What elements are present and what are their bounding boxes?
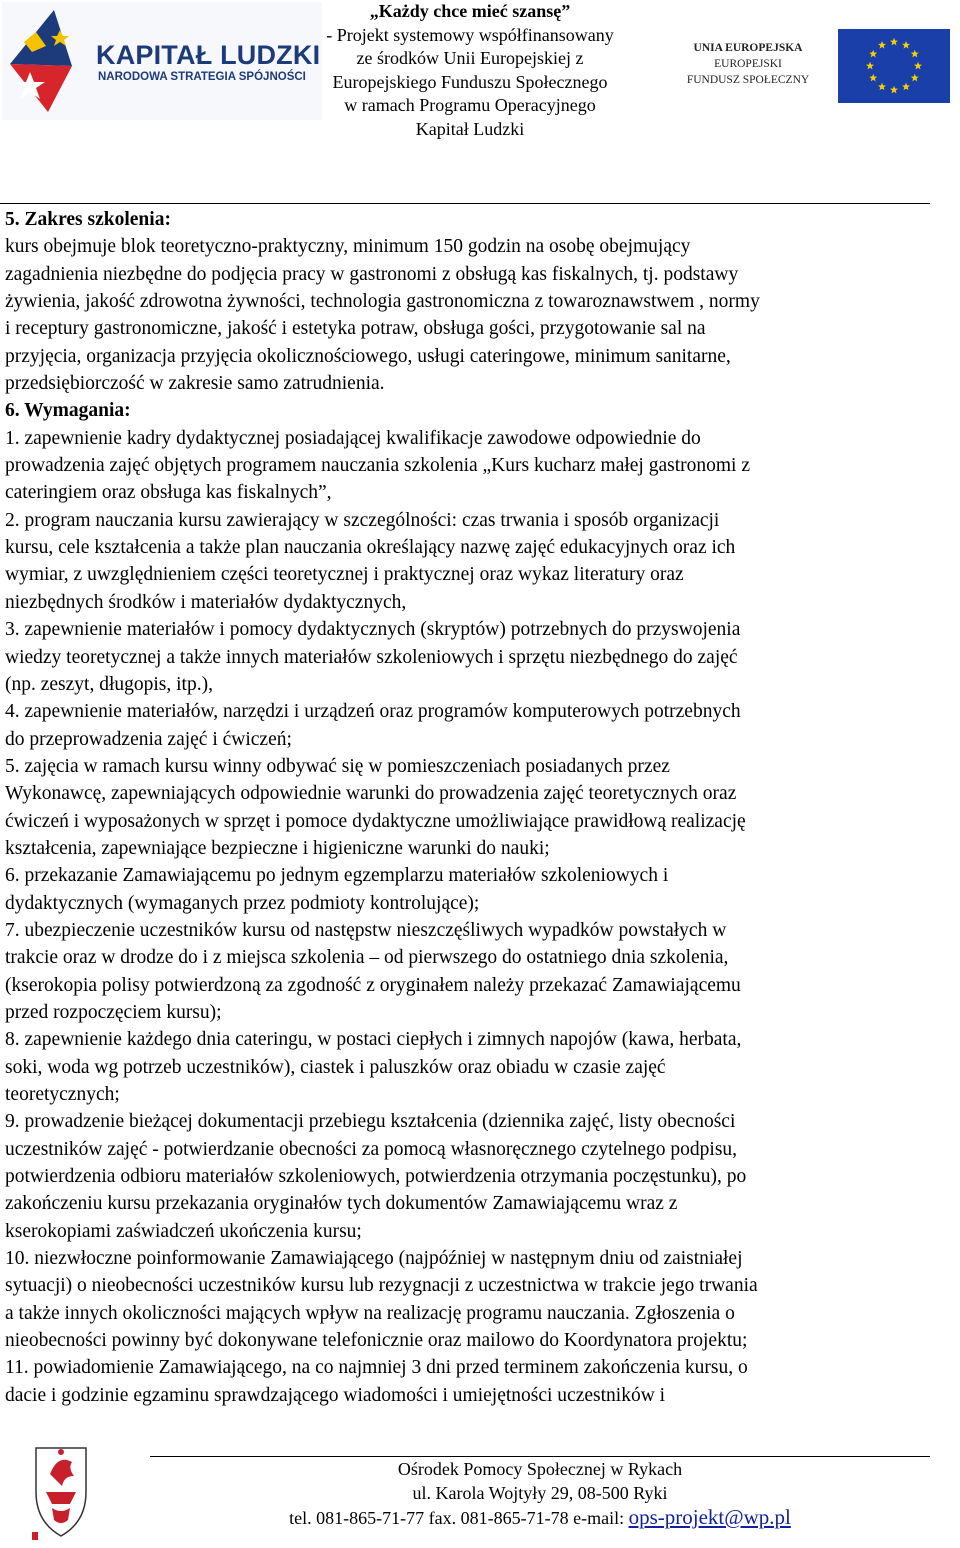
- body-line: zagadnienia niezbędne do podjęcia pracy w gastronomi z obsługą kas fiskalnych, tj. podstawy: [5, 263, 739, 285]
- body-line: wiedzy teoretycznej a także innych materiałów szkoleniowych i sprzętu niezbędnego do zajęć: [5, 646, 738, 668]
- body-line: soki, woda wg potrzeb uczestników), ciastek i paluszków oraz obiadu w czasie zajęć: [5, 1056, 666, 1078]
- eu-label-line: EUROPEJSKI: [714, 58, 782, 70]
- eu-label: [678, 40, 818, 88]
- email-link[interactable]: ops-projekt@wp.pl: [628, 1505, 791, 1529]
- footer-contact-text: tel. 081-865-71-77 fax. 081-865-71-78 e-mail:: [289, 1508, 629, 1528]
- body-line: niezbędnych środków i materiałów dydaktycznych,: [5, 591, 407, 613]
- body-line: a także innych okoliczności mających wpływ na realizację programu nauczania. Zgłoszenia o: [5, 1302, 735, 1324]
- footer-org: Ośrodek Pomocy Społecznej w Rykach: [397, 1459, 683, 1479]
- logo-title: KAPITAŁ LUDZKI: [96, 40, 321, 70]
- body-line: potwierdzenia odbioru materiałów szkoleniowych, potwierdzenia otrzymania poczęstunku), po: [5, 1166, 747, 1188]
- body-line: dydaktycznych (wymaganych przez podmioty kontrolujące);: [5, 892, 480, 914]
- body-line: 7. ubezpieczenie uczestników kursu od następstw nieszczęśliwych wypadków powstałych w: [5, 919, 727, 941]
- body-line: uczestników zajęć - potwierdzanie obecności za pomocą własnoręcznego czytelnego podpisu,: [5, 1138, 738, 1160]
- body-line: przed rozpoczęciem kursu);: [5, 1001, 222, 1023]
- body-line: żywienia, jakość zdrowotna żywności, technologia gastronomiczna z towaroznawstwem , normy: [5, 291, 760, 313]
- body-line: do przeprowadzenia zajęć i ćwiczeń;: [5, 728, 292, 750]
- body-line: zakończeniu kursu przekazania oryginałów tych dokumentów Zamawiającemu wraz z: [5, 1193, 678, 1215]
- body-line: przyjęcia, organizacja przyjęcia okolicznościowego, usługi cateringowe, minimum sanitarne,: [5, 345, 731, 367]
- logo-subtitle: NARODOWA STRATEGIA SPÓJNOŚCI: [98, 71, 306, 83]
- body-line: 5. zajęcia w ramach kursu winny odbywać się w pomieszczeniach posiadanych przez: [5, 755, 670, 777]
- document-header: [0, 0, 960, 140]
- body-line: prowadzenia zajęć objętych programem nauczania szkolenia „Kurs kucharz małej gastronomi z: [5, 455, 750, 477]
- body-line: 3. zapewnienie materiałów i pomocy dydaktycznych (skryptów) potrzebnych do przyswojenia: [5, 619, 741, 641]
- body-line: 4. zapewnienie materiałów, narzędzi i urządzeń oraz programów komputerowych potrzebnych: [5, 701, 741, 723]
- project-info: [320, 0, 620, 141]
- body-line: 6. przekazanie Zamawiającemu po jednym egzemplarzu materiałów szkoleniowych i: [5, 865, 669, 887]
- body-line: sytuacji) o nieobecności uczestników kursu lub rezygnacji z uczestnictwa w trakcie jego trwania: [5, 1275, 758, 1297]
- project-line: w ramach Programu Operacyjnego: [344, 95, 596, 115]
- footer-contact: [150, 1505, 930, 1530]
- body-line: przedsiębiorczość w zakresie samo zatrudnienia.: [5, 373, 385, 395]
- body-line: 10. niezwłoczne poinformowanie Zamawiającego (najpóźniej w następnym dniu od zaistniałej: [5, 1248, 743, 1270]
- project-title: „Każdy chce mieć szansę”: [369, 1, 571, 21]
- body-line: cateringiem oraz obsługa kas fiskalnych”,: [5, 482, 332, 504]
- body-line: teoretycznych;: [5, 1084, 120, 1105]
- eu-label-line: UNIA EUROPEJSKA: [693, 42, 803, 54]
- body-line: 8. zapewnienie każdego dnia cateringu, w postaci ciepłych i zimnych napojów (kawa, herbata,: [5, 1029, 742, 1051]
- body-line: 1. zapewnienie kadry dydaktycznej posiadającej kwalifikacje zawodowe odpowiednie do: [5, 427, 701, 449]
- body-line: ćwiczeń i wyposażonych w sprzęt i pomoce dydaktyczne umożliwiające prawidłową realizację: [5, 810, 746, 832]
- ryki-crest-icon: [30, 1440, 92, 1544]
- body-line: i receptury gastronomiczne, jakość i estetyka potraw, obsługa gości, przygotowanie sal na: [5, 318, 706, 340]
- body-line: kursu, cele kształcenia a także plan nauczania określający nazwę zajęć edukacyjnych oraz ich: [5, 537, 736, 559]
- body-line: kserokopiami zaświadczeń ukończenia kursu;: [5, 1220, 362, 1242]
- body-line: (np. zeszyt, długopis, itp.),: [5, 673, 213, 695]
- document-footer: [150, 1457, 930, 1530]
- project-line: ze środków Unii Europejskiej z: [356, 48, 584, 68]
- body-line: wymiar, z uwzględnieniem części teoretycznej i praktycznej oraz wykaz literatury oraz: [5, 564, 684, 586]
- body-line: Wykonawcę, zapewniających odpowiednie warunki do prowadzenia zajęć teoretycznych oraz: [5, 783, 737, 805]
- body-line: trakcie oraz w drodze do i z miejsca szkolenia – od pierwszego do ostatniego dnia szkolenia,: [5, 947, 729, 969]
- body-line: (kserokopia polisy potwierdzoną za zgodność z oryginałem należy przekazać Zamawiającemu: [5, 974, 741, 996]
- eu-label-line: FUNDUSZ SPOŁECZNY: [686, 74, 810, 86]
- header-divider: [0, 203, 930, 204]
- project-line: Europejskiego Funduszu Społecznego: [332, 71, 608, 92]
- body-line: 11. powiadomienie Zamawiającego, na co najmniej 3 dni przed terminem zakończenia kursu, o: [5, 1357, 748, 1379]
- body-line: 9. prowadzenie bieżącej dokumentacji przebiegu kształcenia (dziennika zajęć, listy obecności: [5, 1111, 736, 1133]
- section-heading: 5. Zakres szkolenia:: [5, 209, 171, 230]
- body-line: nieobecności powinny być dokonywane telefonicznie oraz mailowo do Koordynatora projektu;: [5, 1330, 748, 1352]
- body-line: dacie i godzinie egzaminu sprawdzającego wiadomości i umiejętności uczestników i: [5, 1384, 666, 1406]
- section-heading: 6. Wymagania:: [5, 400, 131, 422]
- project-line: Kapitał Ludzki: [415, 118, 525, 139]
- body-line: kurs obejmuje blok teoretyczno-praktyczny, minimum 150 godzin na osobę obejmujący: [5, 236, 691, 258]
- footer-address: ul. Karola Wojtyły 29, 08-500 Ryki: [412, 1483, 668, 1503]
- document-body: [5, 206, 935, 1409]
- body-line: 2. program nauczania kursu zawierający w szczególności: czas trwania i sposób organizacji: [5, 509, 720, 531]
- eu-flag-icon: [838, 29, 950, 103]
- project-line: - Projekt systemowy współfinansowany: [326, 24, 614, 45]
- body-line: kształcenia, zapewniające bezpieczne i higieniczne warunki do nauki;: [5, 837, 550, 859]
